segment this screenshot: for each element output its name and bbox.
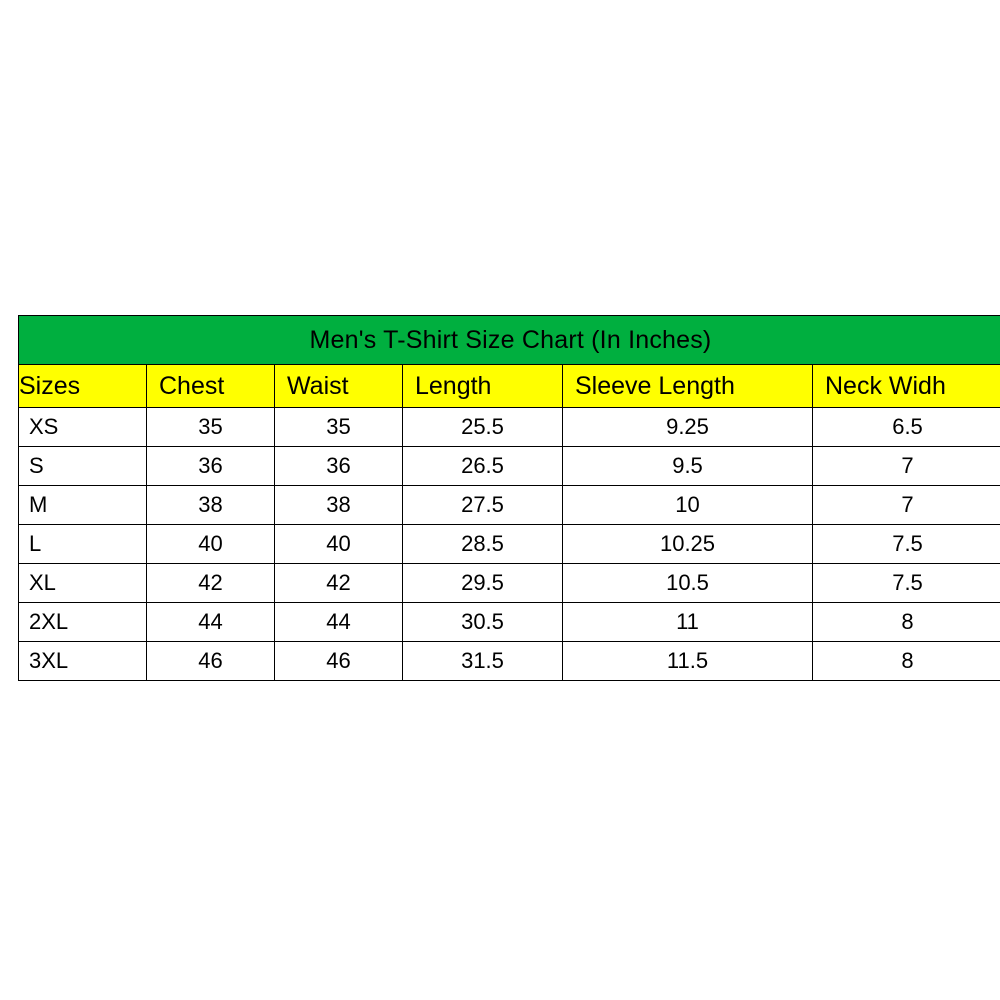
- table-header-row: [19, 365, 1000, 408]
- table-row: [19, 486, 1000, 525]
- column-header-waist: Waist: [275, 365, 403, 408]
- cell-length: 26.5: [403, 447, 563, 486]
- cell-sleeve-length: 9.5: [563, 447, 813, 486]
- cell-waist: 35: [275, 408, 403, 447]
- cell-neck-width: 7: [813, 447, 1000, 486]
- cell-chest: 46: [147, 642, 275, 681]
- cell-neck-width: 7.5: [813, 525, 1000, 564]
- cell-neck-width: 8: [813, 603, 1000, 642]
- cell-size: M: [19, 486, 147, 525]
- cell-size: XL: [19, 564, 147, 603]
- cell-neck-width: 7: [813, 486, 1000, 525]
- cell-waist: 42: [275, 564, 403, 603]
- cell-length: 25.5: [403, 408, 563, 447]
- cell-waist: 40: [275, 525, 403, 564]
- cell-waist: 38: [275, 486, 403, 525]
- cell-chest: 38: [147, 486, 275, 525]
- cell-size: L: [19, 525, 147, 564]
- cell-chest: 42: [147, 564, 275, 603]
- table-row: [19, 525, 1000, 564]
- size-chart-container: [18, 315, 982, 681]
- table-row: [19, 642, 1000, 681]
- column-header-sleeve-length: Sleeve Length: [563, 365, 813, 408]
- cell-chest: 40: [147, 525, 275, 564]
- cell-size: XS: [19, 408, 147, 447]
- chart-title: Men's T-Shirt Size Chart (In Inches): [19, 316, 1000, 365]
- column-header-neck-width: Neck Widh: [813, 365, 1000, 408]
- table-row: [19, 564, 1000, 603]
- table-row: [19, 603, 1000, 642]
- cell-size: S: [19, 447, 147, 486]
- cell-sleeve-length: 11: [563, 603, 813, 642]
- cell-length: 28.5: [403, 525, 563, 564]
- cell-sleeve-length: 9.25: [563, 408, 813, 447]
- column-header-sizes: Sizes: [19, 365, 147, 408]
- cell-neck-width: 8: [813, 642, 1000, 681]
- cell-length: 27.5: [403, 486, 563, 525]
- table-row: [19, 408, 1000, 447]
- cell-size: 3XL: [19, 642, 147, 681]
- size-chart-table: [18, 315, 1000, 681]
- cell-length: 29.5: [403, 564, 563, 603]
- cell-chest: 44: [147, 603, 275, 642]
- cell-neck-width: 6.5: [813, 408, 1000, 447]
- table-title-row: [19, 316, 1000, 365]
- cell-length: 30.5: [403, 603, 563, 642]
- cell-sleeve-length: 11.5: [563, 642, 813, 681]
- cell-neck-width: 7.5: [813, 564, 1000, 603]
- cell-sleeve-length: 10.5: [563, 564, 813, 603]
- column-header-length: Length: [403, 365, 563, 408]
- cell-sleeve-length: 10: [563, 486, 813, 525]
- column-header-chest: Chest: [147, 365, 275, 408]
- cell-waist: 46: [275, 642, 403, 681]
- cell-chest: 35: [147, 408, 275, 447]
- cell-length: 31.5: [403, 642, 563, 681]
- cell-chest: 36: [147, 447, 275, 486]
- table-row: [19, 447, 1000, 486]
- cell-sleeve-length: 10.25: [563, 525, 813, 564]
- cell-waist: 36: [275, 447, 403, 486]
- cell-waist: 44: [275, 603, 403, 642]
- cell-size: 2XL: [19, 603, 147, 642]
